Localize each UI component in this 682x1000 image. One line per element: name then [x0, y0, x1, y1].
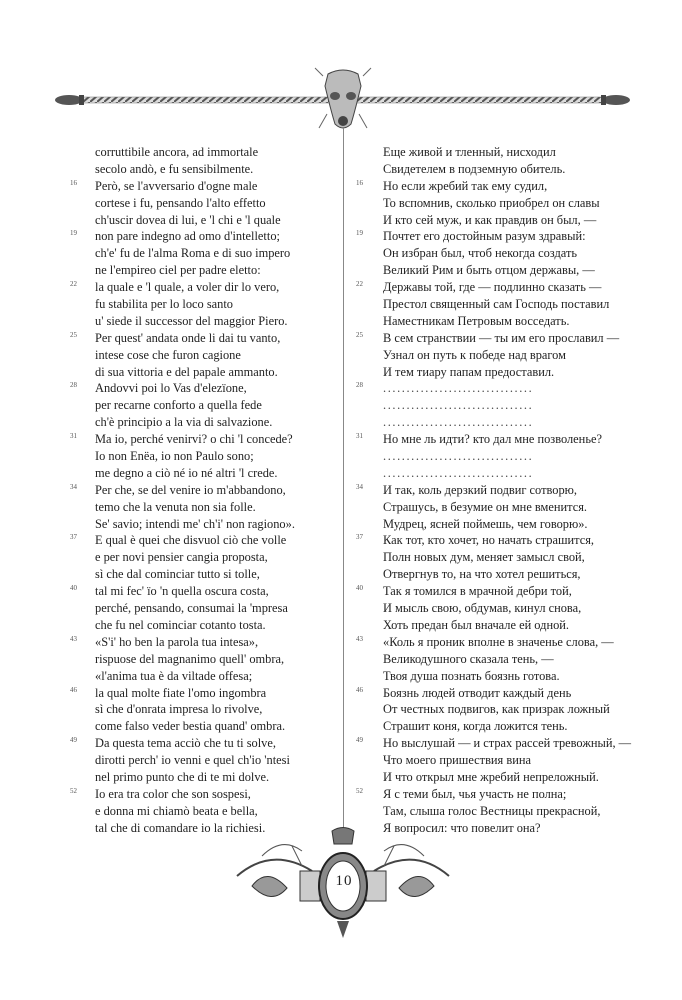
verse-text: e donna mi chiamò beata e bella, — [95, 803, 258, 818]
verse-line — [70, 144, 335, 161]
verse-text: Так я томился в мрачной дебри той, — [383, 584, 572, 599]
line-number: 22 — [356, 280, 363, 289]
verse-text: Страшит коня, когда ложится тень. — [383, 719, 568, 734]
verse-text: temo che la venuta non sia folle. — [95, 499, 256, 514]
verse-text: ch'uscir dovea di lui, e 'l chi e 'l quale — [95, 212, 281, 227]
verse-text: ................................ — [383, 398, 534, 413]
verse-line — [356, 296, 646, 313]
verse-text: «l'anima tua è da viltade offesa; — [95, 668, 253, 683]
verse-line — [356, 532, 646, 549]
verse-text: Престол священный сам Господь поставил — [383, 297, 610, 312]
verse-line — [70, 499, 335, 516]
verse-text: Se' savio; intendi me' ch'i' non ragiono». — [95, 516, 295, 531]
line-number: 34 — [356, 482, 363, 491]
verse-text: me degno a ciò né io né altri 'l crede. — [95, 465, 278, 480]
verse-line — [356, 600, 646, 617]
verse-text: secolo andò, e fu sensibilmente. — [95, 161, 254, 176]
verse-text: sì che d'onrata impresa lo rivolve, — [95, 702, 263, 717]
verse-text: «S'i' ho ben la parola tua intesa», — [95, 634, 259, 649]
verse-text: Per quest' andata onde li dai tu vanto, — [95, 330, 281, 345]
verse-line — [70, 549, 335, 566]
verse-line — [356, 651, 646, 668]
verse-text: intese cose che furon cagione — [95, 347, 241, 362]
verse-line — [70, 414, 335, 431]
verse-line — [356, 431, 646, 448]
verse-text: То вспомнив, сколько приобрел он славы — [383, 195, 600, 210]
verse-text: perché, pensando, consumai la 'mpresa — [95, 601, 288, 616]
verse-line — [70, 161, 335, 178]
verse-line — [70, 566, 335, 583]
verse-text: ................................ — [383, 381, 534, 396]
verse-line — [356, 685, 646, 702]
verse-line — [356, 212, 646, 229]
line-number: 37 — [70, 533, 77, 542]
verse-text: Почтет его достойным разум здравый: — [383, 229, 586, 244]
verse-line — [356, 279, 646, 296]
verse-line — [70, 228, 335, 245]
line-number: 46 — [356, 685, 363, 694]
verse-text: И мысль свою, обдумав, кинул снова, — [383, 601, 582, 616]
verse-text: cortese i fu, pensando l'alto effetto — [95, 195, 266, 210]
verse-text: В сем странствии — ты им его прославил — — [383, 330, 620, 345]
verse-text: Отвергнув то, на что хотел решиться, — [383, 567, 581, 582]
verse-text: non pare indegno ad omo d'intelletto; — [95, 229, 280, 244]
verse-text: Però, se l'avversario d'ogne male — [95, 178, 258, 193]
verse-line — [70, 313, 335, 330]
verse-text: ................................ — [383, 449, 534, 464]
verse-line — [70, 347, 335, 364]
verse-line — [356, 262, 646, 279]
verse-line — [356, 786, 646, 803]
verse-text: Еще живой и тленный, нисходил — [383, 145, 556, 159]
line-number: 19 — [356, 229, 363, 238]
verse-line — [70, 364, 335, 381]
verse-line — [356, 161, 646, 178]
verse-text: И кто сей муж, и как правдив он был, — — [383, 212, 597, 227]
verse-text: Как тот, кто хочет, но начать страшится, — [383, 533, 595, 548]
verse-text: Наместникам Петровым восседать. — [383, 313, 570, 328]
line-number: 43 — [356, 634, 363, 643]
italian-text-column — [70, 144, 335, 837]
verse-text: Я вопросил: что повелит она? — [383, 820, 541, 835]
verse-line — [70, 701, 335, 718]
verse-text: Свидетелем в подземную обитель. — [383, 161, 566, 176]
verse-line — [70, 634, 335, 651]
verse-line — [70, 685, 335, 702]
verse-line — [356, 516, 646, 533]
verse-text: per recarne conforto a quella fede — [95, 398, 262, 413]
verse-text: che fu nel cominciar cotanto tosta. — [95, 617, 266, 632]
verse-text: И тем тиару папам предоставил. — [383, 364, 555, 379]
verse-text: la qual molte fiate l'omo ingombra — [95, 685, 267, 700]
verse-line — [70, 262, 335, 279]
line-number: 31 — [70, 432, 77, 441]
verse-text: Я с теми был, чья участь не полна; — [383, 786, 567, 801]
verse-text: И так, коль дерзкий подвиг сотворю, — [383, 482, 577, 497]
verse-line — [70, 752, 335, 769]
line-number: 52 — [356, 786, 363, 795]
verse-text: dirotti perch' io venni e quel ch'io 'ntesi — [95, 753, 290, 768]
line-number: 28 — [70, 381, 77, 390]
verse-line — [70, 178, 335, 195]
verse-line — [356, 364, 646, 381]
line-number: 31 — [356, 432, 363, 441]
verse-line — [356, 482, 646, 499]
verse-line — [70, 651, 335, 668]
verse-text: Страшусь, в безумие он мне вменится. — [383, 499, 588, 514]
line-number: 37 — [356, 533, 363, 542]
verse-text: Io era tra color che son sospesi, — [95, 786, 251, 801]
verse-line — [70, 212, 335, 229]
verse-text: Хоть предан был вначале ей одной. — [383, 617, 569, 632]
verse-line — [70, 465, 335, 482]
verse-line — [356, 178, 646, 195]
verse-text: ................................ — [383, 415, 534, 430]
verse-line — [356, 803, 646, 820]
line-number: 16 — [70, 178, 77, 187]
verse-text: От честных подвигов, как призрак ложный — [383, 702, 610, 717]
line-number: 22 — [70, 280, 77, 289]
verse-text: Но выслушай — и страх рассей тревожный, — — [383, 736, 632, 751]
verse-line — [356, 617, 646, 634]
verse-text: di sua vittoria e del papale ammanto. — [95, 364, 278, 379]
verse-line — [356, 195, 646, 212]
line-number: 28 — [356, 381, 363, 390]
verse-line — [70, 786, 335, 803]
line-number: 16 — [356, 178, 363, 187]
line-number: 19 — [70, 229, 77, 238]
verse-line — [70, 718, 335, 735]
verse-text: come falso veder bestia quand' ombra. — [95, 719, 286, 734]
verse-line — [70, 516, 335, 533]
verse-text: Ma io, perché venirvi? o chi 'l concede? — [95, 432, 293, 447]
verse-line — [356, 735, 646, 752]
line-number: 25 — [356, 330, 363, 339]
verse-text: ch'e' fu de l'alma Roma e di suo impero — [95, 246, 291, 261]
verse-text: ................................ — [383, 465, 534, 480]
verse-line — [356, 347, 646, 364]
verse-line — [356, 549, 646, 566]
verse-line — [356, 752, 646, 769]
verse-line — [70, 279, 335, 296]
verse-text: Но мне ль идти? кто дал мне позволенье? — [383, 432, 602, 447]
verse-text: sì che dal cominciar tutto si tolle, — [95, 567, 260, 582]
verse-line — [70, 431, 335, 448]
verse-text: Da questa tema acciò che tu ti solve, — [95, 736, 276, 751]
line-number: 49 — [356, 736, 363, 745]
verse-line — [356, 769, 646, 786]
verse-text: ne l'empireo ciel per padre eletto: — [95, 263, 261, 278]
verse-text: la quale e 'l quale, a voler dir lo vero, — [95, 280, 280, 295]
column-divider — [343, 128, 344, 833]
verse-text: Державы той, где — подлинно сказать — — [383, 280, 602, 295]
verse-line — [70, 195, 335, 212]
verse-text: e per novi pensier cangia proposta, — [95, 550, 268, 565]
verse-line — [356, 634, 646, 651]
verse-line — [356, 380, 646, 397]
verse-line — [70, 532, 335, 549]
line-number: 40 — [70, 584, 77, 593]
verse-line — [356, 414, 646, 431]
verse-line — [356, 313, 646, 330]
verse-line — [356, 566, 646, 583]
verse-line — [356, 245, 646, 262]
verse-line — [356, 718, 646, 735]
verse-line — [356, 228, 646, 245]
verse-line — [70, 448, 335, 465]
verse-line — [70, 245, 335, 262]
verse-line — [356, 701, 646, 718]
verse-text: Твоя душа познать боязнь готова. — [383, 668, 560, 683]
verse-text: fu stabilita per lo loco santo — [95, 297, 233, 312]
verse-text: Он избран был, чтоб некогда создать — [383, 246, 578, 261]
verse-text: rispuose del magnanimo quell' ombra, — [95, 651, 285, 666]
line-number: 49 — [70, 736, 77, 745]
verse-text: «Коль я проник вполне в значенье слова, — — [383, 634, 614, 649]
verse-text: Узнал он путь к победе над врагом — [383, 347, 566, 362]
verse-text: nel primo punto che di te mi dolve. — [95, 769, 270, 784]
verse-text: E qual è quei che disvuol ciò che volle — [95, 533, 287, 548]
verse-text: Andovvi poi lo Vas d'elezïone, — [95, 381, 247, 396]
verse-text: Великий Рим и быть отцом державы, — — [383, 263, 595, 278]
verse-text: Per che, se del venire io m'abbandono, — [95, 482, 286, 497]
verse-text: Боязнь людей отводит каждый день — [383, 685, 572, 700]
verse-text: tal che di comandare io la richiesi. — [95, 820, 266, 835]
verse-text: corruttibile ancora, ad immortale — [95, 145, 259, 159]
verse-line — [356, 448, 646, 465]
verse-line — [70, 380, 335, 397]
verse-line — [70, 397, 335, 414]
verse-line — [70, 803, 335, 820]
verse-line — [356, 144, 646, 161]
verse-text: И что открыл мне жребий непреложный. — [383, 769, 599, 784]
verse-text: Мудрец, ясней поймешь, чем говорю». — [383, 516, 588, 531]
verse-line — [70, 583, 335, 600]
line-number: 25 — [70, 330, 77, 339]
verse-text: Там, слыша голос Вестницы прекрасной, — [383, 803, 601, 818]
verse-line — [356, 499, 646, 516]
verse-line — [356, 330, 646, 347]
verse-line — [70, 482, 335, 499]
line-number: 46 — [70, 685, 77, 694]
verse-text: Что моего пришествия вина — [383, 753, 531, 768]
verse-line — [356, 583, 646, 600]
header-rope-ornament — [55, 66, 630, 136]
verse-line — [70, 330, 335, 347]
verse-line — [70, 668, 335, 685]
line-number: 34 — [70, 482, 77, 491]
verse-text: Великодушного сказала тень, — — [383, 651, 554, 666]
verse-line — [356, 397, 646, 414]
verse-text: u' siede il successor del maggior Piero. — [95, 313, 288, 328]
line-number: 40 — [356, 584, 363, 593]
verse-line — [70, 296, 335, 313]
verse-line — [356, 465, 646, 482]
verse-line — [70, 617, 335, 634]
line-number: 52 — [70, 786, 77, 795]
line-number: 43 — [70, 634, 77, 643]
verse-text: ch'è principio a la via di salvazione. — [95, 415, 273, 430]
page-number: 10 — [335, 873, 353, 889]
verse-line — [70, 600, 335, 617]
verse-text: Полн новых дум, меняет замысл свой, — [383, 550, 585, 565]
verse-text: Но если жребий так ему судил, — [383, 178, 548, 193]
verse-text: Io non Enëa, io non Paulo sono; — [95, 449, 254, 464]
verse-line — [356, 668, 646, 685]
russian-translation-column — [356, 144, 646, 837]
verse-line — [70, 769, 335, 786]
verse-text: tal mi fec' ïo 'n quella oscura costa, — [95, 584, 269, 599]
verse-line — [70, 735, 335, 752]
